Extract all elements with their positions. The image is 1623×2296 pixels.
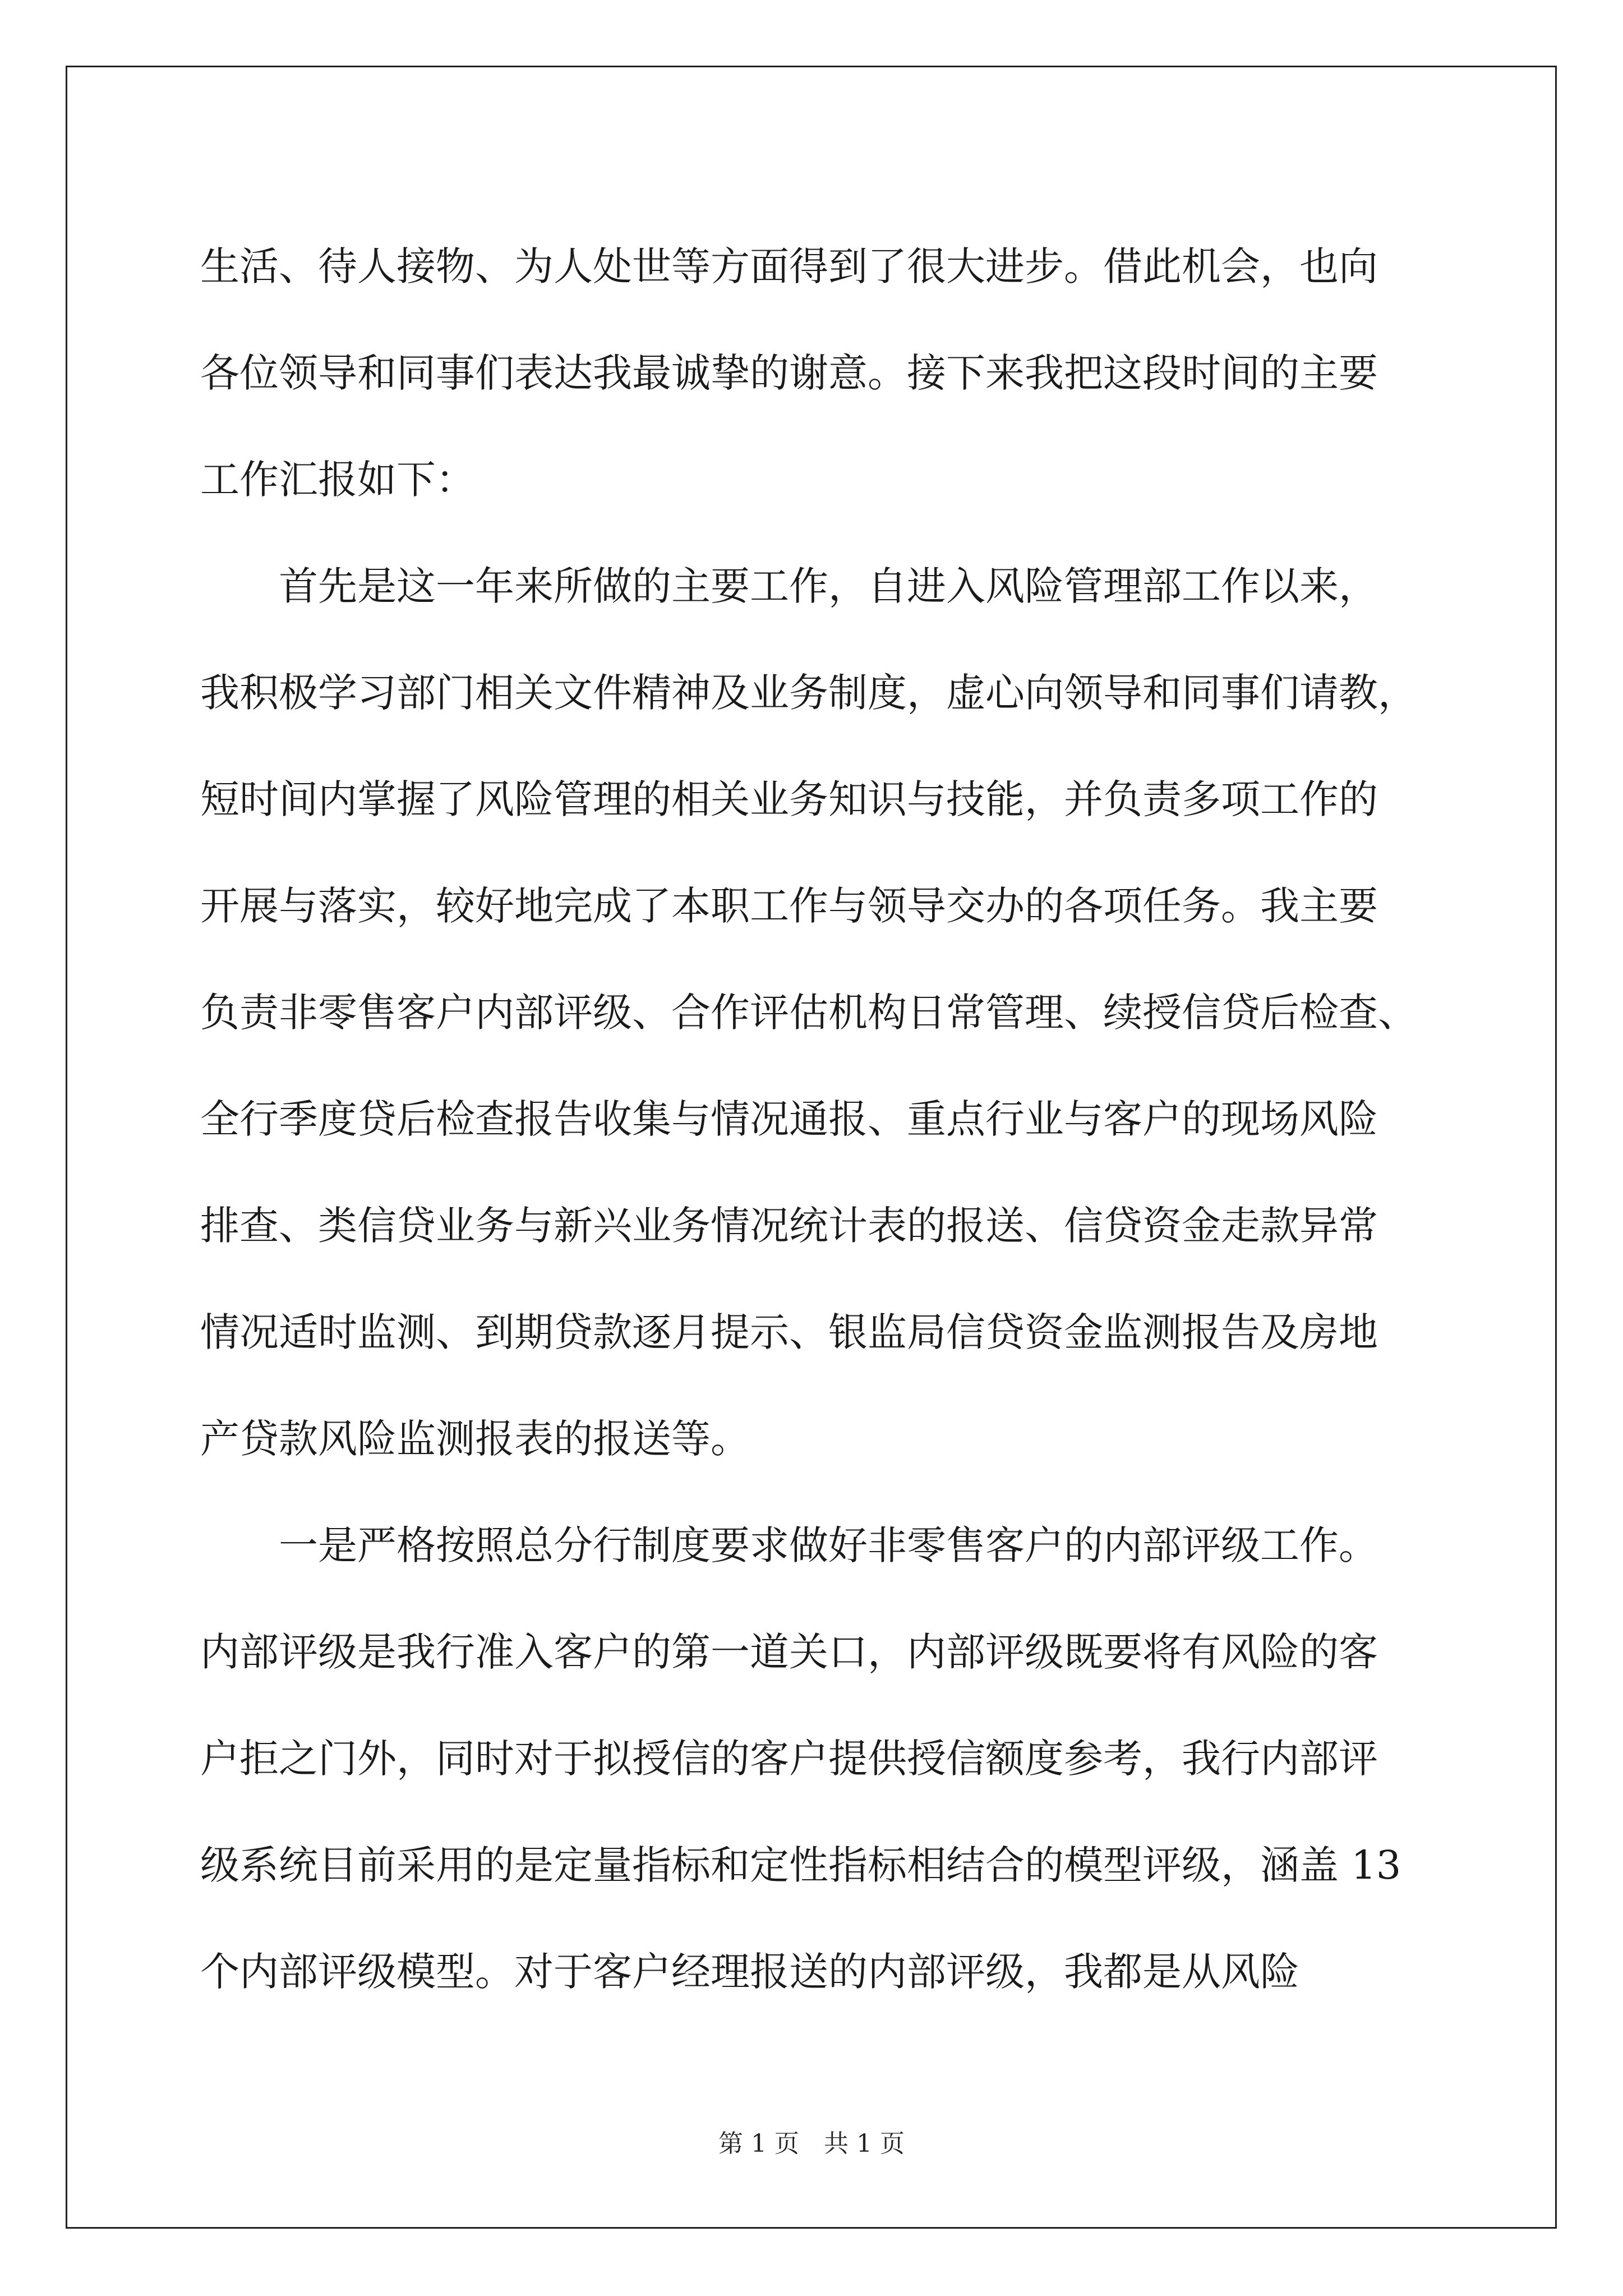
text-line: 全行季度贷后检查报告收集与情况通报、重点行业与客户的现场风险: [200, 1096, 1378, 1142]
text-line: 工作汇报如下：: [200, 457, 475, 503]
text-line: 我积极学习部门相关文件精神及业务制度，虚心向领导和同事们请教，: [200, 670, 1417, 716]
text-line: 负责非零售客户内部评级、合作评估机构日常管理、续授信贷后检查、: [200, 990, 1417, 1036]
page-footer: 第 1 页 共 1 页: [718, 2129, 905, 2158]
text-line: 排查、类信贷业务与新兴业务情况统计表的报送、信贷资金走款异常: [200, 1203, 1378, 1249]
text-line: 内部评级是我行准入客户的第一道关口，内部评级既要将有风险的客: [200, 1629, 1378, 1675]
text-line: 开展与落实，较好地完成了本职工作与领导交办的各项任务。我主要: [200, 883, 1378, 929]
text-line: 生活、待人接物、为人处世等方面得到了很大进步。借此机会，也向: [200, 243, 1378, 289]
text-line: 首先是这一年来所做的主要工作，自进入风险管理部工作以来，: [279, 563, 1378, 609]
text-line: 户拒之门外，同时对于拟授信的客户提供授信额度参考，我行内部评: [200, 1736, 1378, 1782]
text-line: 产贷款风险监测报表的报送等。: [200, 1416, 750, 1462]
text-line: 各位领导和同事们表达我最诚挚的谢意。接下来我把这段时间的主要: [200, 350, 1378, 396]
text-line: 情况适时监测、到期贷款逐月提示、银监局信贷资金监测报告及房地: [200, 1309, 1378, 1355]
text-line: 一是严格按照总分行制度要求做好非零售客户的内部评级工作。: [279, 1522, 1378, 1568]
document-body: [200, 213, 1434, 2025]
text-line: 短时间内掌握了风险管理的相关业务知识与技能，并负责多项工作的: [200, 776, 1378, 822]
text-line: 个内部评级模型。对于客户经理报送的内部评级，我都是从风险: [200, 1949, 1299, 1995]
text-line: 级系统目前采用的是定量指标和定性指标相结合的模型评级，涵盖 13: [200, 1842, 1401, 1888]
